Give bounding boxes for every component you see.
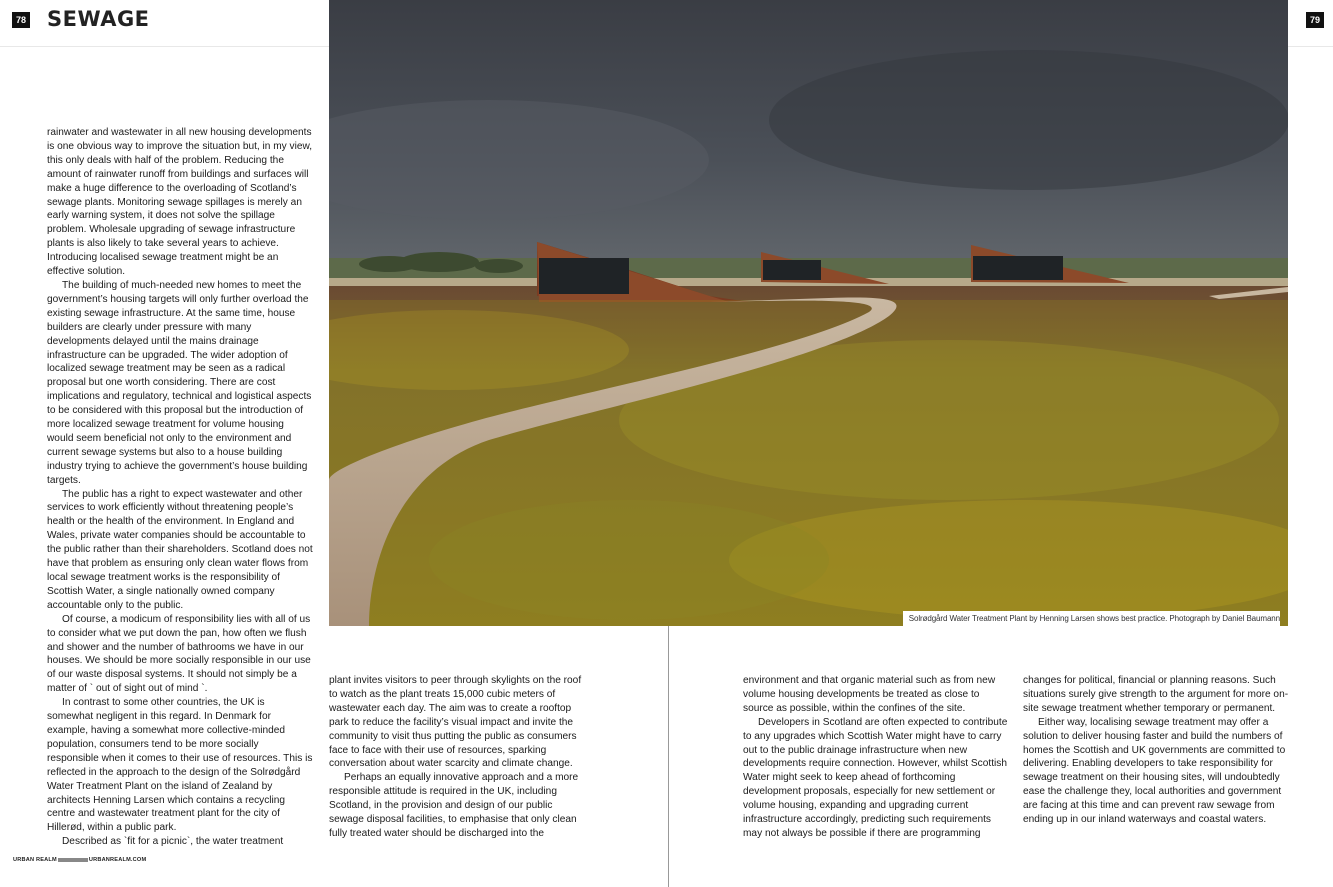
text-column-3 xyxy=(743,674,1009,841)
col3-paragraph-1: environment and that organic material such as from new volume housing developments be treated as close to source as possible, within the confines of the site. xyxy=(743,675,996,714)
text-column-4 xyxy=(1023,674,1289,827)
footer-publication: URBAN REALM xyxy=(13,857,57,863)
col3-paragraph-2: Developers in Scotland are often expected to contribute to any upgrades which Scottish Water might have to carry out to the public drainage infrastructure when new developments require connection. However, whilst Scottish Water might seek to keep ahead of forthcoming development proposals, especially for new settlement or volume housing, expanding and upgrading current infrastructure accordingly, predicting such requirements may not always be possible if there are programming xyxy=(743,716,1008,839)
footer xyxy=(13,857,146,863)
section-title: SEWAGE xyxy=(47,7,150,31)
photo-caption: Solrødgård Water Treatment Plant by Henning Larsen shows best practice. Photograph by Daniel Baumann xyxy=(903,611,1280,626)
col1-paragraph-1: rainwater and wastewater in all new housing developments is one obvious way to improve the situation but, in my view, this only deals with half of the problem. Reducing the amount of rainwater runoff from buildings and surfaces will make a huge difference to the overloading of Scotland’s sewage plants. Monitoring sewage spillages is merely an early warning system, it does not solve the spillage problem. Wholesale upgrading of sewage infrastructure plants is also likely to take several years to achieve. Introducing localised sewage treatment might be an effective solution. xyxy=(47,127,313,278)
text-column-1 xyxy=(47,126,313,849)
col1-paragraph-6: Described as `fit for a picnic`, the water treatment xyxy=(62,836,284,848)
text-column-2 xyxy=(329,674,583,841)
col1-paragraph-2: The building of much-needed new homes to meet the government’s housing targets will only further overload the existing sewage infrastructure. At the same time, house builders are clearly under pressure with many developments delayed until the mains drainage infrastructure can be upgraded. The wider adoption of localized sewage treatment may be seen as a radical proposal but one worth considering. There are cost implications and regulatory, technical and logistical aspects to be considered with this proposal but the introduction of more localized sewage treatment for volume housing would seem beneficial not only to the environment and current sewage systems but also to a house building industry trying to achieve the government’s house building targets. xyxy=(47,279,312,486)
hero-photo xyxy=(329,0,1288,626)
photo-illustration xyxy=(329,0,1288,626)
col4-paragraph-2: Either way, localising sewage treatment may offer a solution to deliver housing faster and build the numbers of homes the Scottish and UK governments are committed to delivering. Enabling developers to take responsibility for sewage treatment on their housing sites, will undoubtedly ease the challenge they, local authorities and government are facing at this time and can prevent raw sewage from ending up in our inland waterways and coastal waters. xyxy=(1023,716,1286,826)
page-number-left: 78 xyxy=(12,12,30,28)
col2-paragraph-1: plant invites visitors to peer through skylights on the roof to watch as the plant treats 15,000 cubic meters of wastewater each day. The aim was to create a rooftop park to reduce the facility’s visual impact and invite the community to visit thus putting the public as consumers face to face with their use of resources, sparking conversation about water scarcity and climate change. xyxy=(329,675,582,770)
col1-paragraph-4: Of course, a modicum of responsibility lies with all of us to consider what we put down the pan, how often we flush and shower and the number of bathrooms we have in our houses. We should be more socially responsible in our use of our waste disposal systems. It should not simply be a matter of ` out of sight out of mind `. xyxy=(47,613,311,695)
col4-paragraph-1: changes for political, financial or planning reasons. Such situations surely give strength to the argument for more on-site sewage treatment whether temporary or permanent. xyxy=(1023,675,1289,714)
page-number-right: 79 xyxy=(1306,12,1324,28)
col1-paragraph-3: The public has a right to expect wastewater and other services to work efficiently without threatening people’s health or the health of the environment. In England and Wales, private water companies should be accountable to the public rather than their shareholders. Scotland does not have that problem as ensuring only clean water flows from local sewage treatment works is the responsibility of Scottish Water, a single nationally owned company accountable only to the public. xyxy=(47,488,313,611)
col1-paragraph-5: In contrast to some other countries, the UK is somewhat negligent in this regard. In Denmark for example, having a somewhat more collective-minded population, consumers tend to be more socially responsible when it comes to their use of resources. This is reflected in the approach to the design of the Solrødgård Water Treatment Plant on the island of Zealand by architects Henning Larsen which contains a recycling centre and wastewater treatment plant for the city of Hillerød, within a public park. xyxy=(47,697,313,834)
page-spine xyxy=(668,626,669,887)
footer-divider xyxy=(58,858,88,862)
col2-paragraph-2: Perhaps an equally innovative approach and a more responsible attitude is required in the UK, including Scotland, in the provision and design of our public sewage disposal facilities, to emphasise that only clean fully treated water should be discharged into the xyxy=(329,772,579,839)
footer-website: URBANREALM.COM xyxy=(88,857,147,863)
